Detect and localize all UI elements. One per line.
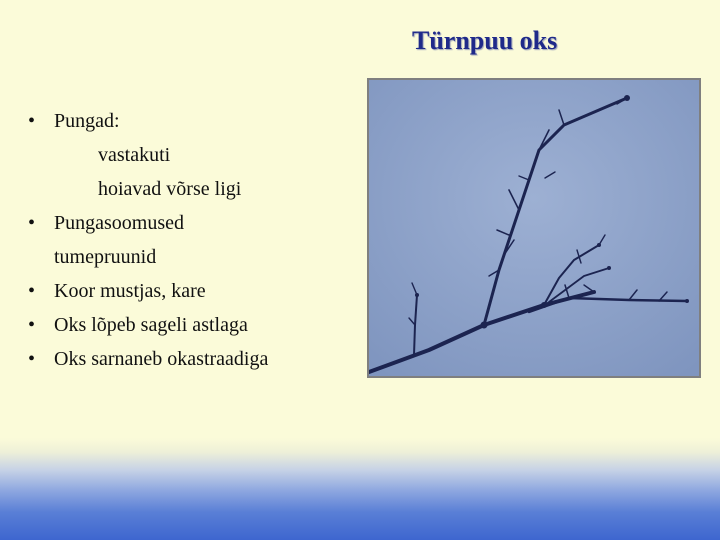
bullet-marker: • — [28, 110, 36, 132]
bullet-marker: • — [28, 314, 36, 336]
list-item-label: Pungasoomused — [54, 212, 184, 234]
branch-illustration — [369, 80, 699, 376]
bullet-marker: • — [28, 348, 36, 370]
list-item-label: Koor mustjas, kare — [54, 280, 206, 302]
list-item-label: Pungad: — [54, 110, 120, 132]
list-subitem-label: vastakuti — [98, 144, 171, 166]
list-item-label: Oks lõpeb sageli astlaga — [54, 314, 248, 336]
list-item-label: Oks sarnaneb okastraadiga — [54, 348, 269, 370]
list-continuation-label: tumepruunid — [54, 246, 157, 268]
list-subitem-label: hoiavad võrse ligi — [98, 178, 242, 200]
bullet-marker: • — [28, 212, 36, 234]
bullet-marker: • — [28, 280, 36, 302]
branch-photo — [367, 78, 701, 378]
slide-title: Türnpuu oks — [412, 26, 558, 55]
